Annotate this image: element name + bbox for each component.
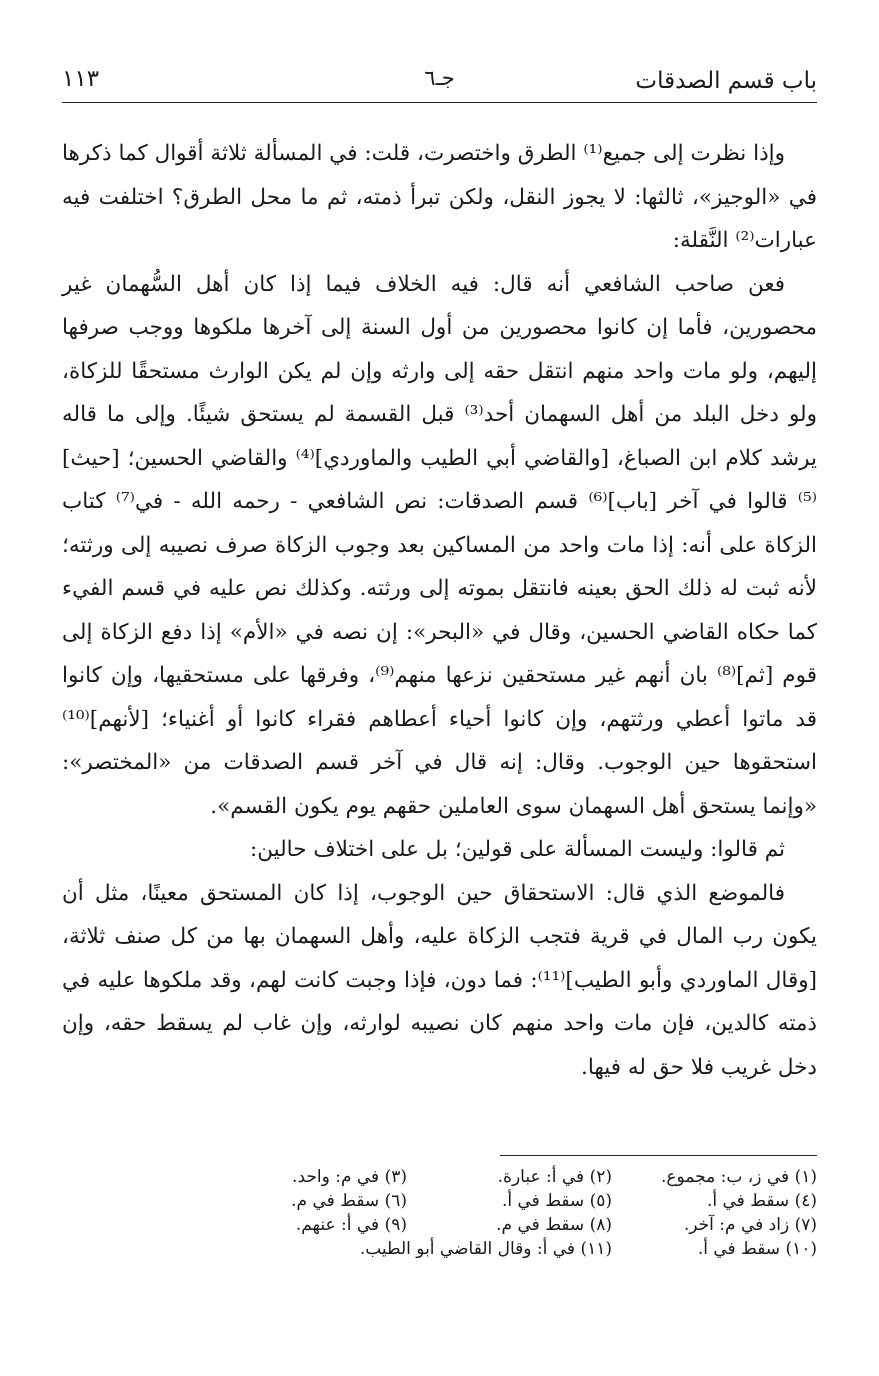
- chapter-title: باب قسم الصدقات: [635, 68, 817, 94]
- volume-label: جـ٦: [424, 66, 455, 90]
- footnote: (٨) سقط في م.: [496, 1215, 612, 1235]
- footnote-row: [62, 1165, 817, 1189]
- running-header: [62, 62, 817, 102]
- footnote-rule: [500, 1155, 817, 1156]
- paragraph: فالموضع الذي قال: الاستحقاق حين الوجوب، إذا كان المستحق معينًا، مثل أن يكون رب المال في قرية فتجب الزكاة عليه، وأهل السهمان بها من كل صنف ثلاثة، [وقال الماوردي وأبو الطيب]⁽¹¹⁾: فما دون، فإذا وجبت كانت لهم، وقد ملكوها عليه في ذمته كالدين، فإن مات واحد منهم كان نصيبه لوارثه، وإن غاب لم يسقط حقه، وإن دخل غريب فلا حق له فيها.: [62, 880, 817, 1080]
- header-rule: [62, 102, 817, 103]
- paragraph: فعن صاحب الشافعي أنه قال: فيه الخلاف فيما إذا كان أهل السُّهمان غير محصورين، فأما إن كانوا محصورين من أول السنة إلى آخرها ملكوها ووجب صرفها إليهم، ولو مات واحد منهم انتقل حقه إلى وارثه وإن لم يكن الوارث مستحقًا للزكاة، ولو دخل البلد من أهل السهمان أحد⁽³⁾ قبل القسمة لم يستحق شيئًا. وإلى ما قاله يرشد كلام ابن الصباغ، [والقاضي أبي الطيب والماوردي]⁽⁴⁾ والقاضي الحسين؛ [حيث]⁽⁵⁾ قالوا في آخر [باب]⁽⁶⁾ قسم الصدقات: نص الشافعي - رحمه الله - في⁽⁷⁾ كتاب الزكاة على أنه: إذا مات واحد من المساكين بعد وجوب الزكاة صرف نصيبه إلى ورثته؛ لأنه ثبت له ذلك الحق بعينه فانتقل بموته إلى ورثته. وكذلك نص عليه في قسم الفيء كما حكاه القاضي الحسين، وقال في «البحر»: إن نصه في «الأم» إذا دفع الزكاة إلى قوم [ثم]⁽⁸⁾ بان أنهم غير مستحقين نزعها منهم⁽⁹⁾، وفرقها على مستحقيها، وإن كانوا قد ماتوا أعطي ورثتهم، وإن كانوا أحياء أعطاهم فقراء كانوا أو أغنياء؛ [لأنهم]⁽¹⁰⁾ استحقوها حين الوجوب. وقال: إنه قال في آخر قسم الصدقات من «المختصر»: «وإنما يستحق أهل السهمان سوى العاملين حقهم يوم يكون القسم».: [62, 271, 818, 819]
- main-text: [62, 132, 817, 1089]
- footnote: (٤) سقط في أ.: [706, 1191, 817, 1211]
- footnote-row: [62, 1189, 817, 1213]
- footnote: (٩) في أ: عنهم.: [295, 1215, 407, 1235]
- footnote-row: [62, 1213, 817, 1237]
- page-number: ١١٣: [62, 66, 100, 92]
- footnote: (٥) سقط في أ.: [501, 1191, 612, 1211]
- footnote: (١) في ز، ب: مجموع.: [661, 1167, 817, 1187]
- footnotes: [62, 1165, 817, 1261]
- footnote: (٣) في م: واحد.: [292, 1167, 407, 1187]
- footnote: (١٠) سقط في أ.: [697, 1239, 817, 1259]
- footnote: (٧) زاد في م: آخر.: [683, 1215, 817, 1235]
- paragraph: ثم قالوا: وليست المسألة على قولين؛ بل على اختلاف حالين:: [250, 837, 785, 862]
- footnote: (٦) سقط في م.: [291, 1191, 407, 1211]
- footnote-row: [62, 1237, 817, 1261]
- paragraph: وإذا نظرت إلى جميع⁽¹⁾ الطرق واختصرت، قلت: في المسألة ثلاثة أقوال كما ذكرها في «الوجيز»، ثالثها: لا يجوز النقل، ولكن تبرأ ذمته، ثم ما محل الطرق؟ اختلفت فيه عبارات⁽²⁾ النَّقلة:: [62, 141, 817, 253]
- footnote: (١١) في أ: وقال القاضي أبو الطيب.: [359, 1239, 612, 1259]
- footnote: (٢) في أ: عبارة.: [497, 1167, 612, 1187]
